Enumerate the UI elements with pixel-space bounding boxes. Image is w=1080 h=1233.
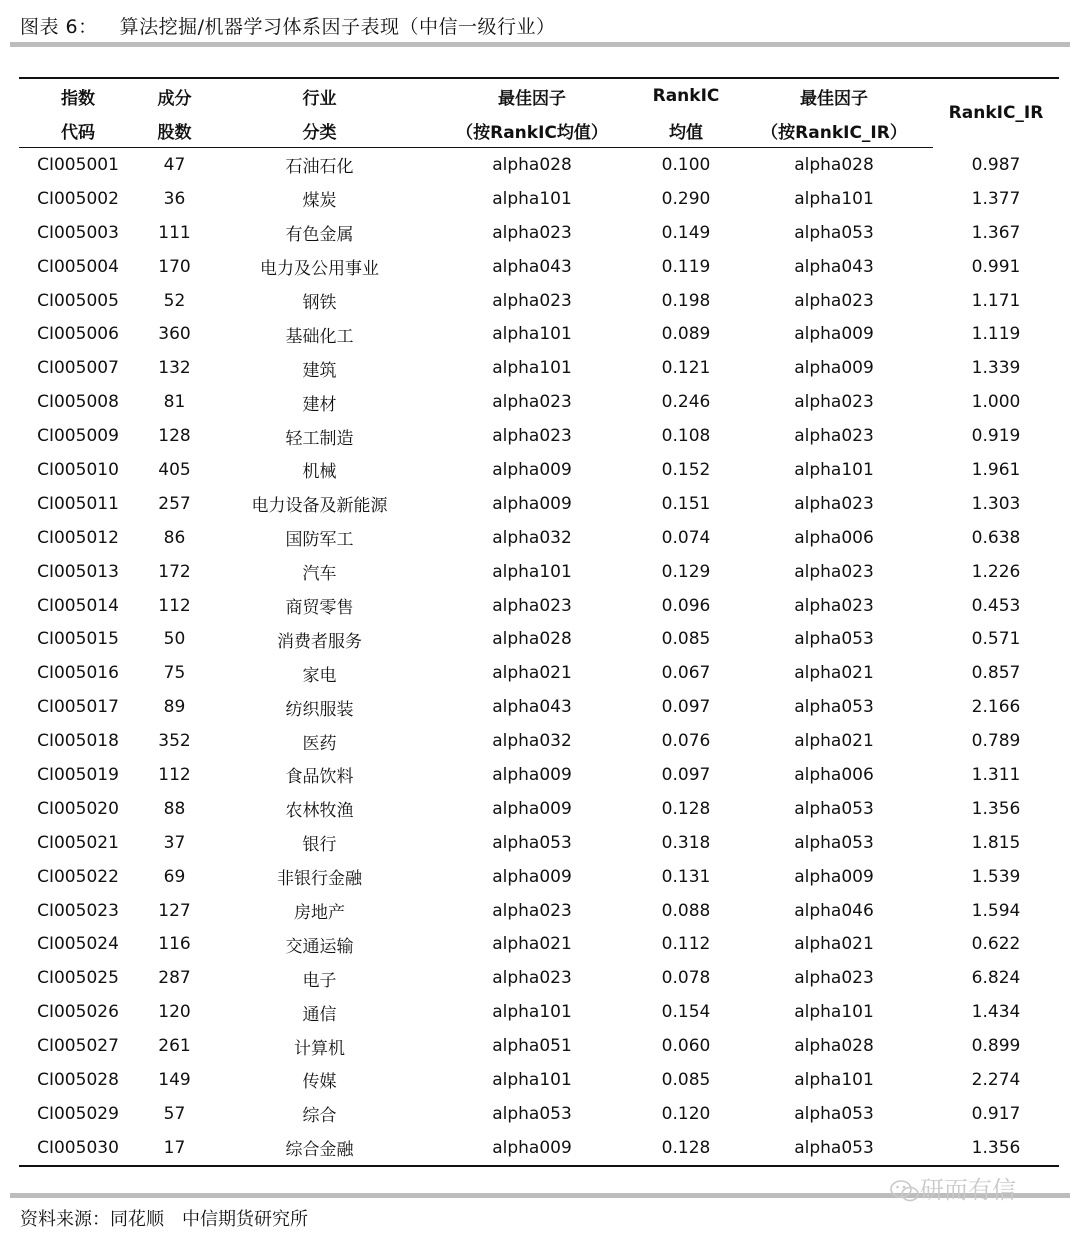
cell-rankic-ir: 2.274 — [971, 1069, 1021, 1090]
cell-rankic-ir: 0.987 — [971, 154, 1021, 175]
cell-industry: 综合金融 — [212, 1131, 427, 1166]
cell-constituents: 69 — [163, 866, 186, 887]
cell-industry: 钢铁 — [302, 293, 337, 313]
cell-constituents: 52 — [163, 290, 186, 311]
cell-rankic-ir: 0.899 — [971, 1036, 1021, 1057]
cell-constituents: 112 — [158, 595, 191, 616]
cell-industry: 机械 — [302, 462, 337, 483]
cell-industry: 通信 — [302, 1004, 337, 1025]
cell-constituents: 360 — [158, 324, 191, 345]
cell-constituents: 132 — [158, 358, 191, 379]
cell-rankic-ir: 1.539 — [971, 866, 1021, 887]
table-row — [19, 656, 1059, 690]
cell-index-code: CI005024 — [37, 934, 119, 955]
cell-best-factor-ic: alpha021 — [492, 663, 572, 684]
cell-rankic-mean: 0.085 — [661, 629, 711, 650]
cell-rankic-ir: 0.571 — [971, 629, 1021, 650]
cell-rankic-ir: 1.171 — [971, 290, 1021, 311]
cell-rankic-mean: 0.097 — [661, 697, 711, 718]
cell-best-factor-ir: alpha023 — [794, 392, 874, 413]
cell-rankic-mean: 0.121 — [661, 358, 711, 379]
cell-index-code: CI005026 — [37, 1002, 119, 1023]
cell-industry: 建材 — [302, 394, 337, 415]
cell-industry: 国防军工 — [285, 530, 354, 551]
cell-best-factor-ir: alpha028 — [794, 1036, 874, 1057]
table-row — [19, 826, 1059, 860]
cell-rankic-ir: 1.303 — [971, 493, 1021, 514]
cell-best-factor-ir: alpha009 — [794, 866, 874, 887]
cell-best-factor-ir: alpha023 — [794, 290, 874, 311]
cell-industry: 基础化工 — [285, 326, 354, 347]
cell-rankic-ir: 1.339 — [971, 358, 1021, 379]
cell-best-factor-ic: alpha009 — [492, 764, 572, 785]
cell-industry: 电力及公用事业 — [260, 259, 379, 280]
cell-best-factor-ic: alpha101 — [492, 1069, 572, 1090]
header-index-code: 指数 — [19, 78, 137, 113]
cell-best-factor-ir: alpha101 — [794, 188, 874, 209]
cell-rankic-mean: 0.088 — [661, 900, 711, 921]
cell-rankic-ir: 1.311 — [971, 764, 1021, 785]
caption-label: 图表 6： — [20, 16, 98, 38]
cell-rankic-ir: 0.919 — [971, 426, 1021, 447]
cell-rankic-ir: 1.961 — [971, 459, 1021, 480]
cell-rankic-mean: 0.067 — [661, 663, 711, 684]
cell-best-factor-ir: alpha009 — [794, 324, 874, 345]
cell-best-factor-ir: alpha101 — [794, 459, 874, 480]
cell-industry: 家电 — [302, 665, 337, 686]
cell-best-factor-ir: alpha028 — [794, 154, 874, 175]
cell-best-factor-ic: alpha101 — [492, 188, 572, 209]
header-constituents-sub: 股数 — [137, 113, 212, 148]
cell-rankic-ir: 1.226 — [971, 561, 1021, 582]
table-row — [19, 894, 1059, 928]
cell-index-code: CI005029 — [37, 1103, 119, 1124]
table-row — [19, 792, 1059, 826]
cell-best-factor-ir: alpha053 — [794, 1103, 874, 1124]
cell-index-code: CI005023 — [37, 900, 119, 921]
cell-industry: 计算机 — [294, 1038, 345, 1059]
table-row — [19, 1131, 1059, 1166]
cell-constituents: 36 — [163, 188, 186, 209]
cell-rankic-mean: 0.119 — [661, 256, 711, 277]
cell-rankic-mean: 0.097 — [661, 764, 711, 785]
header-rankic-ir: RankIC_IR — [933, 78, 1059, 148]
cell-constituents: 149 — [158, 1069, 191, 1090]
cell-rankic-ir: 0.622 — [971, 934, 1021, 955]
cell-constituents: 127 — [158, 900, 191, 921]
cell-index-code: CI005021 — [37, 832, 119, 853]
cell-best-factor-ic: alpha009 — [427, 1131, 637, 1166]
cell-constituents: 261 — [158, 1036, 191, 1057]
factor-table — [19, 77, 1059, 1167]
cell-rankic-mean: 0.074 — [661, 527, 711, 548]
cell-industry: 煤炭 — [302, 191, 337, 212]
cell-index-code: CI005006 — [37, 324, 119, 345]
table-row — [19, 351, 1059, 385]
cell-best-factor-ic: alpha043 — [492, 697, 572, 718]
cell-rankic-ir: 1.119 — [971, 324, 1021, 345]
cell-index-code: CI005003 — [37, 222, 119, 243]
cell-best-factor-ic: alpha023 — [492, 900, 572, 921]
source-label: 资料来源：同花顺 — [20, 1209, 164, 1230]
cell-rankic-mean: 0.129 — [661, 561, 711, 582]
cell-best-factor-ir: alpha021 — [794, 934, 874, 955]
cell-industry: 纺织服装 — [285, 699, 354, 720]
header-best-factor-ir: 最佳因子 — [735, 78, 933, 113]
cell-constituents: 86 — [163, 527, 186, 548]
cell-best-factor-ir: alpha009 — [794, 358, 874, 379]
cell-rankic-ir: 0.991 — [971, 256, 1021, 277]
cell-constituents: 47 — [163, 154, 186, 175]
cell-rankic-ir: 1.434 — [971, 1002, 1021, 1023]
cell-index-code: CI005015 — [37, 629, 119, 650]
cell-constituents: 257 — [158, 493, 191, 514]
cell-rankic-mean: 0.108 — [661, 426, 711, 447]
cell-rankic-mean: 0.290 — [661, 188, 711, 209]
header-industry-sub: 分类 — [212, 113, 427, 148]
cell-rankic-mean: 0.060 — [661, 1036, 711, 1057]
cell-best-factor-ic: alpha028 — [492, 629, 572, 650]
table-row — [19, 961, 1059, 995]
cell-best-factor-ic: alpha009 — [492, 866, 572, 887]
cell-industry: 食品饮料 — [285, 767, 354, 788]
cell-rankic-mean: 0.078 — [661, 968, 711, 989]
cell-rankic-ir: 0.917 — [971, 1103, 1021, 1124]
cell-constituents: 128 — [158, 426, 191, 447]
cell-best-factor-ir: alpha053 — [794, 222, 874, 243]
cell-rankic-ir: 2.166 — [971, 697, 1021, 718]
header-index-code-sub: 代码 — [19, 113, 137, 148]
source-note — [20, 1205, 308, 1231]
cell-best-factor-ic: alpha101 — [492, 358, 572, 379]
cell-rankic-ir: 1.594 — [971, 900, 1021, 921]
table-row — [19, 453, 1059, 487]
cell-best-factor-ic: alpha101 — [492, 1002, 572, 1023]
cell-constituents: 112 — [158, 764, 191, 785]
cell-index-code: CI005028 — [37, 1069, 119, 1090]
cell-best-factor-ir: alpha023 — [794, 595, 874, 616]
watermark-text: 研而有信 — [920, 1176, 1016, 1204]
cell-best-factor-ic: alpha023 — [492, 426, 572, 447]
cell-index-code: CI005027 — [37, 1036, 119, 1057]
cell-constituents: 89 — [163, 697, 186, 718]
cell-index-code: CI005016 — [37, 663, 119, 684]
cell-rankic-ir: 1.356 — [971, 798, 1021, 819]
cell-best-factor-ic: alpha023 — [492, 595, 572, 616]
cell-industry: 建筑 — [302, 360, 337, 381]
cell-rankic-ir: 1.356 — [933, 1131, 1059, 1166]
cell-rankic-ir: 1.000 — [971, 392, 1021, 413]
cell-index-code: CI005012 — [37, 527, 119, 548]
cell-best-factor-ir: alpha023 — [794, 968, 874, 989]
cell-rankic-mean: 0.198 — [661, 290, 711, 311]
cell-index-code: CI005002 — [37, 188, 119, 209]
cell-best-factor-ir: alpha053 — [794, 697, 874, 718]
cell-industry: 农林牧渔 — [285, 801, 354, 822]
header-rankic-mean: RankIC — [637, 78, 735, 113]
cell-best-factor-ic: alpha009 — [492, 493, 572, 514]
cell-best-factor-ir: alpha101 — [794, 1069, 874, 1090]
cell-best-factor-ic: alpha023 — [492, 290, 572, 311]
cell-industry: 石油石化 — [285, 157, 354, 178]
cell-index-code: CI005001 — [37, 154, 119, 175]
cell-best-factor-ic: alpha053 — [492, 1103, 572, 1124]
cell-rankic-mean: 0.154 — [661, 1002, 711, 1023]
cell-best-factor-ir: alpha053 — [794, 798, 874, 819]
cell-best-factor-ir: alpha101 — [794, 1002, 874, 1023]
cell-constituents: 111 — [158, 222, 191, 243]
cell-best-factor-ic: alpha023 — [492, 968, 572, 989]
cell-constituents: 37 — [163, 832, 186, 853]
cell-index-code: CI005010 — [37, 459, 119, 480]
cell-constituents: 75 — [163, 663, 186, 684]
cell-index-code: CI005011 — [37, 493, 119, 514]
cell-rankic-mean: 0.096 — [661, 595, 711, 616]
header-best-factor-ir-sub: （按RankIC_IR） — [735, 113, 933, 148]
cell-industry: 银行 — [302, 835, 337, 856]
cell-rankic-mean: 0.246 — [661, 392, 711, 413]
cell-best-factor-ic: alpha101 — [492, 324, 572, 345]
source-org: 中信期货研究所 — [182, 1209, 308, 1230]
cell-industry: 传媒 — [302, 1072, 337, 1093]
cell-index-code: CI005019 — [37, 764, 119, 785]
cell-constituents: 116 — [158, 934, 191, 955]
cell-industry: 医药 — [302, 733, 337, 754]
cell-best-factor-ic: alpha032 — [492, 527, 572, 548]
figure-caption — [20, 12, 556, 39]
cell-best-factor-ir: alpha021 — [794, 731, 874, 752]
table-row — [19, 284, 1059, 318]
cell-index-code: CI005013 — [37, 561, 119, 582]
table-row — [19, 250, 1059, 284]
table-row — [19, 317, 1059, 351]
cell-rankic-mean: 0.128 — [637, 1131, 735, 1166]
cell-industry: 有色金属 — [285, 225, 354, 246]
cell-rankic-mean: 0.131 — [661, 866, 711, 887]
cell-rankic-mean: 0.076 — [661, 731, 711, 752]
cell-rankic-ir: 1.815 — [971, 832, 1021, 853]
cell-rankic-ir: 0.789 — [971, 731, 1021, 752]
cell-index-code: CI005007 — [37, 358, 119, 379]
cell-best-factor-ic: alpha101 — [492, 561, 572, 582]
table-row — [19, 216, 1059, 250]
table-row — [19, 1063, 1059, 1097]
cell-best-factor-ic: alpha051 — [492, 1036, 572, 1057]
cell-index-code: CI005025 — [37, 968, 119, 989]
cell-constituents: 405 — [158, 459, 191, 480]
table-row — [19, 182, 1059, 216]
cell-industry: 电子 — [302, 970, 337, 991]
cell-best-factor-ir: alpha023 — [794, 561, 874, 582]
cell-industry: 非银行金融 — [277, 869, 362, 890]
cell-rankic-mean: 0.120 — [661, 1103, 711, 1124]
header-industry: 行业 — [212, 78, 427, 113]
table-row — [19, 555, 1059, 589]
cell-best-factor-ic: alpha021 — [492, 934, 572, 955]
cell-best-factor-ic: alpha032 — [492, 731, 572, 752]
table-row — [19, 758, 1059, 792]
cell-constituents: 50 — [163, 629, 186, 650]
cell-index-code: CI005004 — [37, 256, 119, 277]
cell-best-factor-ic: alpha023 — [492, 222, 572, 243]
caption-title: 算法挖掘/机器学习体系因子表现（中信一级行业） — [119, 16, 556, 38]
cell-industry: 轻工制造 — [285, 428, 354, 449]
header-best-factor-ic: 最佳因子 — [427, 78, 637, 113]
cell-constituents: 352 — [158, 731, 191, 752]
table-row — [19, 1029, 1059, 1063]
cell-rankic-mean: 0.151 — [661, 493, 711, 514]
cell-index-code: CI005018 — [37, 731, 119, 752]
cell-constituents: 17 — [137, 1131, 212, 1166]
cell-constituents: 170 — [158, 256, 191, 277]
cell-best-factor-ir: alpha021 — [794, 663, 874, 684]
cell-best-factor-ic: alpha009 — [492, 459, 572, 480]
table-row — [19, 521, 1059, 555]
cell-rankic-mean: 0.149 — [661, 222, 711, 243]
cell-best-factor-ir: alpha053 — [735, 1131, 933, 1166]
cell-best-factor-ir: alpha053 — [794, 629, 874, 650]
cell-rankic-ir: 6.824 — [971, 968, 1021, 989]
cell-best-factor-ic: alpha023 — [492, 392, 572, 413]
cell-rankic-mean: 0.100 — [661, 154, 711, 175]
cell-best-factor-ic: alpha043 — [492, 256, 572, 277]
cell-best-factor-ir: alpha046 — [794, 900, 874, 921]
cell-constituents: 81 — [163, 392, 186, 413]
table-row — [19, 860, 1059, 894]
table-row — [19, 995, 1059, 1029]
cell-index-code: CI005030 — [19, 1131, 137, 1166]
cell-best-factor-ir: alpha053 — [794, 832, 874, 853]
table-row — [19, 148, 1059, 182]
cell-best-factor-ic: alpha009 — [492, 798, 572, 819]
cell-index-code: CI005005 — [37, 290, 119, 311]
cell-industry: 交通运输 — [285, 936, 354, 957]
table-row — [19, 589, 1059, 623]
cell-rankic-mean: 0.318 — [661, 832, 711, 853]
cell-constituents: 120 — [158, 1002, 191, 1023]
cell-best-factor-ir: alpha006 — [794, 764, 874, 785]
cell-industry: 电力设备及新能源 — [251, 496, 388, 517]
cell-index-code: CI005008 — [37, 392, 119, 413]
cell-rankic-ir: 1.377 — [971, 188, 1021, 209]
cell-best-factor-ir: alpha043 — [794, 256, 874, 277]
cell-constituents: 287 — [158, 968, 191, 989]
cell-rankic-mean: 0.128 — [661, 798, 711, 819]
header-rankic-mean-sub: 均值 — [637, 113, 735, 148]
table-row — [19, 724, 1059, 758]
table-row — [19, 622, 1059, 656]
cell-constituents: 88 — [163, 798, 186, 819]
cell-industry: 商贸零售 — [285, 598, 354, 619]
cell-best-factor-ic: alpha053 — [492, 832, 572, 853]
cell-rankic-mean: 0.089 — [661, 324, 711, 345]
cell-best-factor-ir: alpha023 — [794, 493, 874, 514]
cell-rankic-mean: 0.112 — [661, 934, 711, 955]
cell-best-factor-ir: alpha023 — [794, 426, 874, 447]
cell-index-code: CI005022 — [37, 866, 119, 887]
header-constituents: 成分 — [137, 78, 212, 113]
cell-constituents: 172 — [158, 561, 191, 582]
cell-constituents: 57 — [163, 1103, 186, 1124]
cell-rankic-mean: 0.085 — [661, 1069, 711, 1090]
cell-rankic-ir: 0.857 — [971, 663, 1021, 684]
table-row — [19, 487, 1059, 521]
cell-rankic-ir: 1.367 — [971, 222, 1021, 243]
table-row — [19, 690, 1059, 724]
header-best-factor-ic-sub: （按RankIC均值） — [427, 113, 637, 148]
cell-index-code: CI005020 — [37, 798, 119, 819]
cell-rankic-ir: 0.453 — [971, 595, 1021, 616]
cell-index-code: CI005017 — [37, 697, 119, 718]
table-row — [19, 419, 1059, 453]
cell-industry: 汽车 — [302, 564, 337, 585]
cell-index-code: CI005014 — [37, 595, 119, 616]
table-body — [19, 148, 1059, 1166]
cell-industry: 消费者服务 — [277, 631, 362, 652]
cell-industry: 综合 — [302, 1106, 337, 1127]
top-divider — [10, 42, 1070, 47]
wechat-icon — [890, 1180, 920, 1202]
cell-index-code: CI005009 — [37, 426, 119, 447]
cell-industry: 房地产 — [294, 903, 345, 924]
table-row — [19, 1097, 1059, 1131]
cell-rankic-ir: 0.638 — [971, 527, 1021, 548]
watermark — [890, 1170, 1016, 1205]
cell-best-factor-ic: alpha028 — [492, 154, 572, 175]
table-row — [19, 385, 1059, 419]
cell-best-factor-ir: alpha006 — [794, 527, 874, 548]
cell-rankic-mean: 0.152 — [661, 459, 711, 480]
table-row — [19, 927, 1059, 961]
